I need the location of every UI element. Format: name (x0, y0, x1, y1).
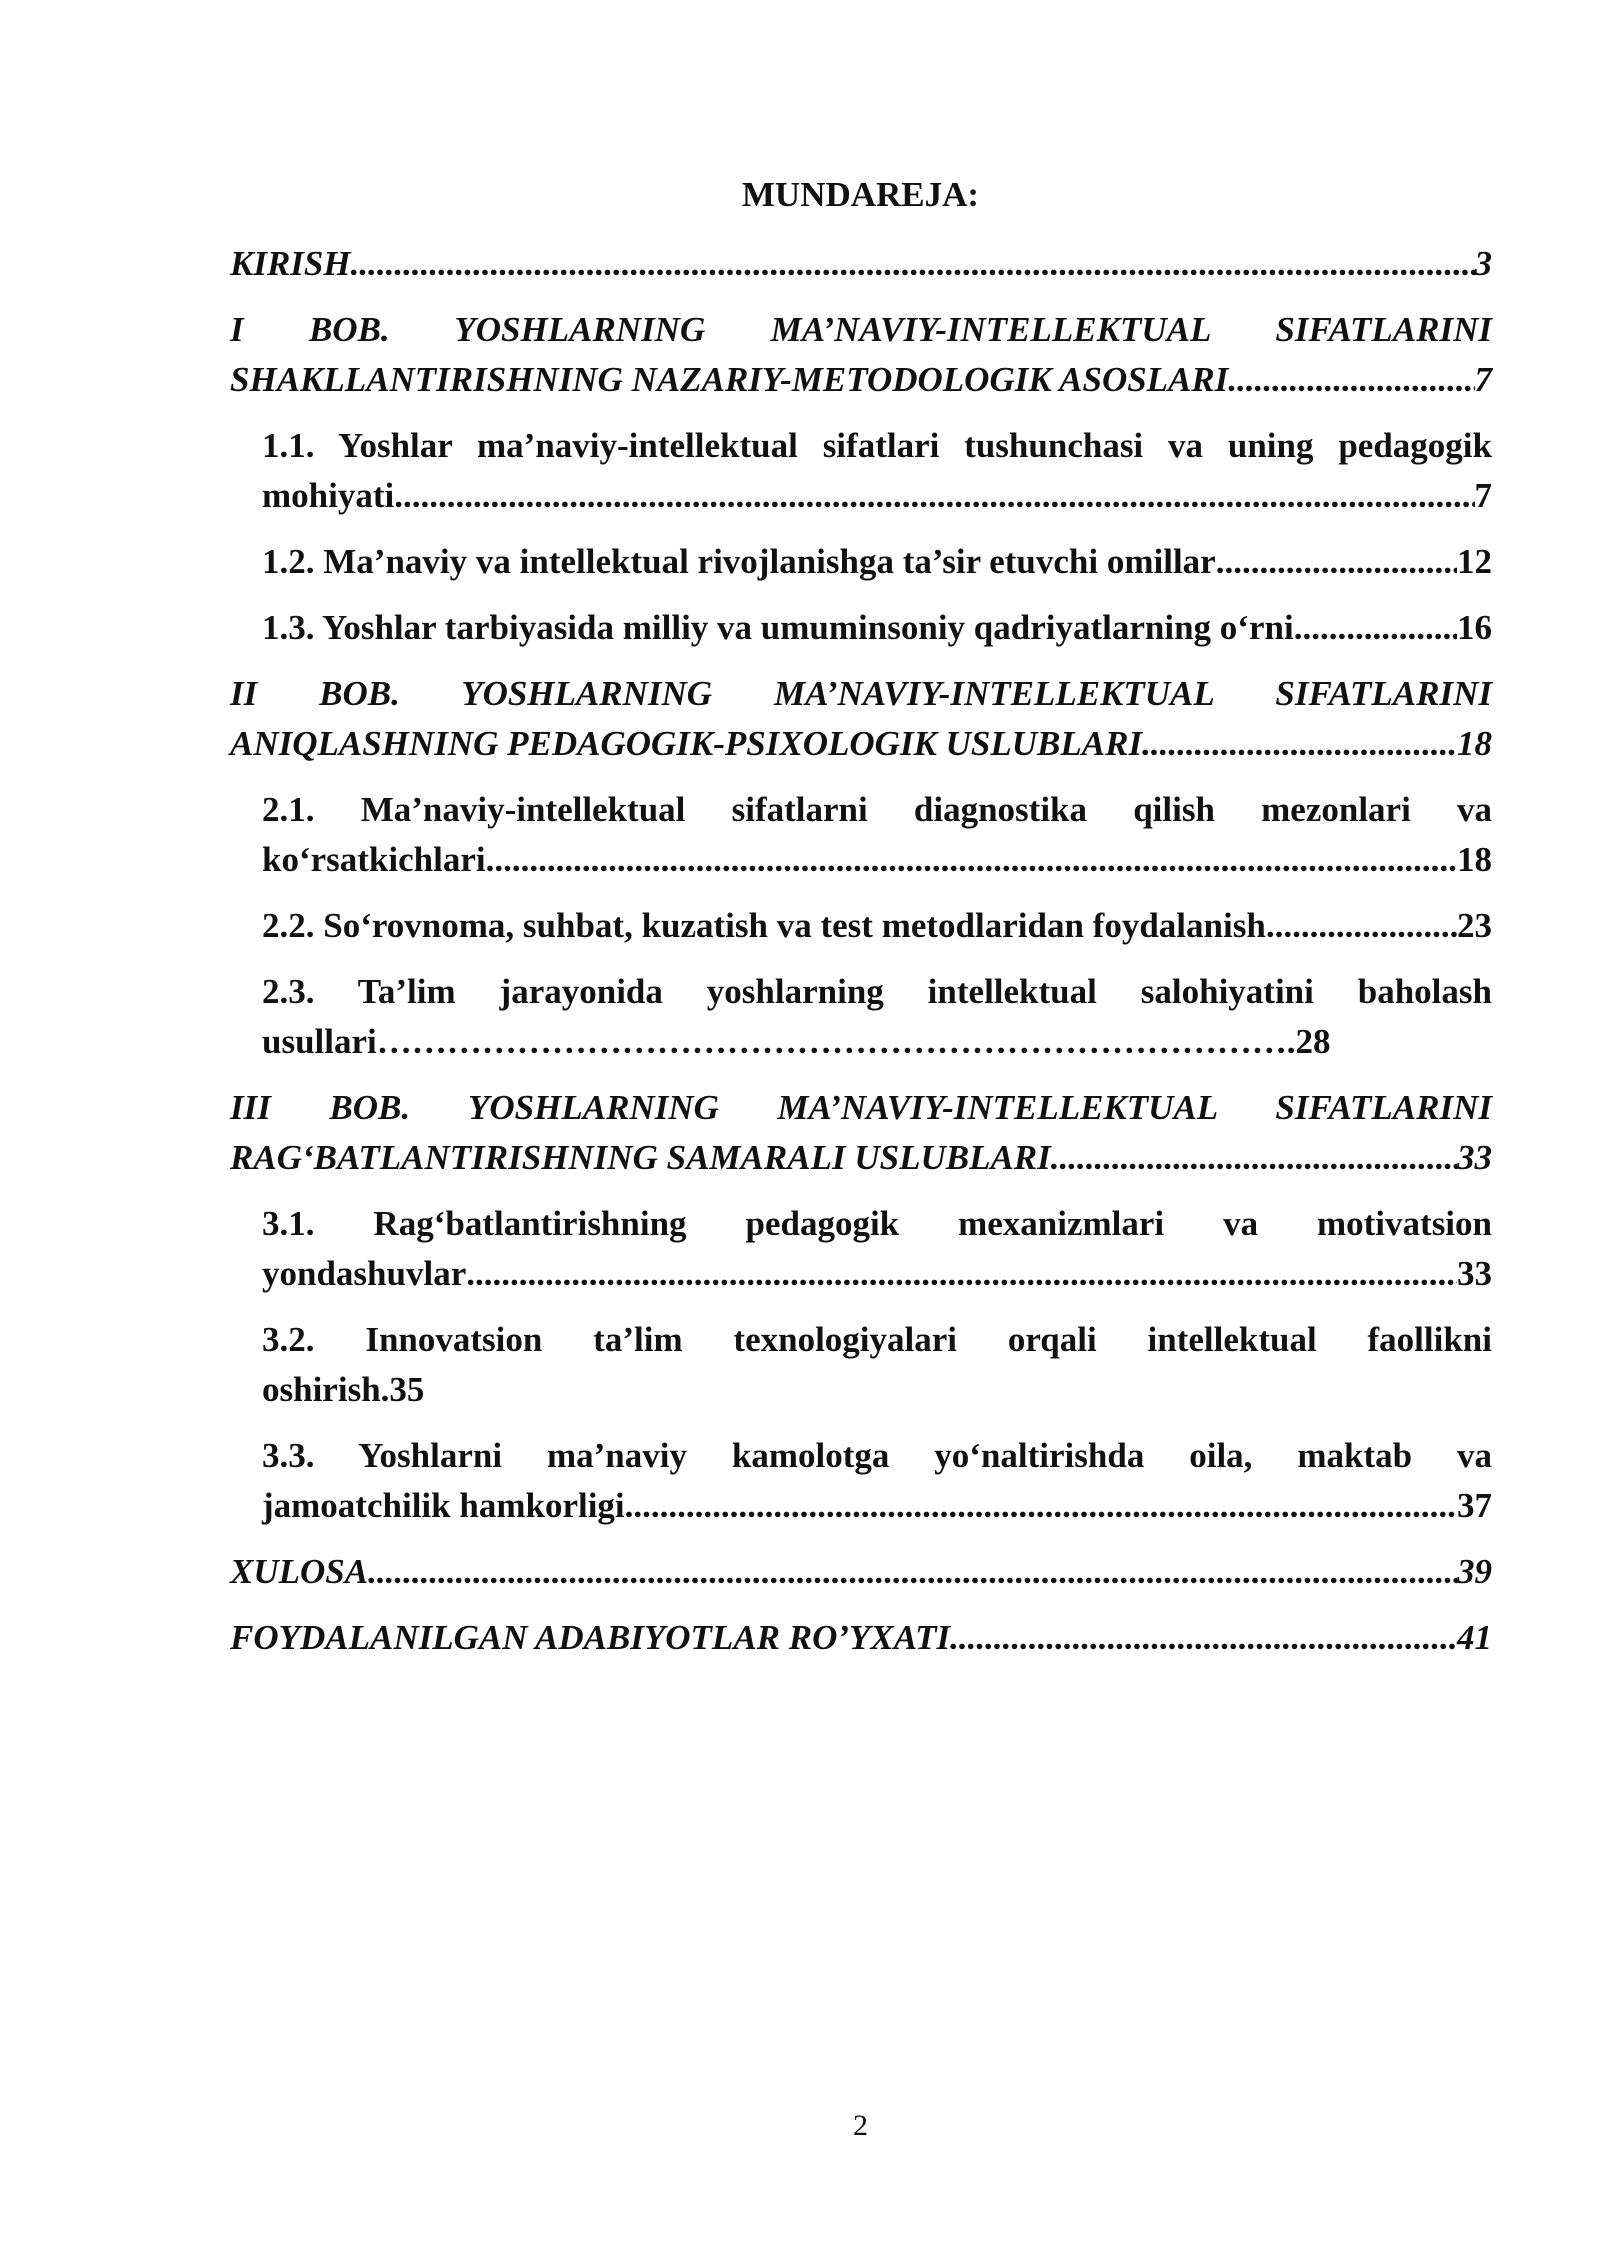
toc-entry-3-3[interactable] (230, 1431, 1492, 1531)
dot-leader (1142, 719, 1457, 769)
dot-leader (1216, 537, 1457, 587)
toc-entry-label: 1.2. Ma’naviy va intellektual rivojlanishga ta’sir etuvchi omillar (262, 542, 1216, 581)
toc-entry-label: 1.1. Yoshlar ma’naviy-intellektual sifatlari tushunchasi va uning pedagogik (262, 426, 1492, 465)
dot-leader (394, 471, 1474, 521)
toc-entry-label-cont: usullari…………………………………………………………………….28 (262, 1022, 1331, 1061)
table-of-contents (230, 239, 1492, 1679)
toc-entry-label: 3.2. Innovatsion ta’lim texnologiyalari orqali intellektual faollikni (262, 1320, 1492, 1359)
toc-entry-2-2[interactable] (230, 901, 1492, 951)
toc-entry-label: KIRISH (230, 244, 351, 283)
toc-entry-label: 2.1. Ma’naviy-intellektual sifatlarni diagnostika qilish mezonlari va (262, 790, 1492, 829)
toc-entry-1-2[interactable] (230, 537, 1492, 587)
toc-entry-label: 2.2. So‘rovnoma, suhbat, kuzatish va test metodlaridan foydalanish (262, 906, 1266, 945)
toc-page-number: 23 (1457, 906, 1492, 945)
toc-page-number: 3 (1474, 244, 1492, 283)
toc-entry-2-3[interactable] (230, 967, 1492, 1067)
toc-page-number: 7 (1474, 476, 1492, 515)
toc-entry-label: II BOB. YOSHLARNING MA’NAVIY-INTELLEKTUAL SIFATLARINI (230, 674, 1492, 713)
toc-entry-1-3[interactable] (230, 603, 1492, 653)
dot-leader (950, 1613, 1457, 1663)
toc-entry-1-1[interactable] (230, 421, 1492, 521)
toc-page-number: 12 (1457, 542, 1492, 581)
toc-page-number: 33 (1457, 1138, 1492, 1177)
toc-entry-references[interactable] (230, 1613, 1492, 1663)
toc-page-number: 39 (1457, 1552, 1492, 1591)
dot-leader (1294, 603, 1457, 653)
dot-leader (368, 1547, 1457, 1597)
toc-page-number: 18 (1457, 840, 1492, 879)
toc-entry-chapter-1[interactable] (230, 305, 1492, 405)
toc-entry-label: 3.1. Rag‘batlantirishning pedagogik mexanizmlari va motivatsion (262, 1204, 1492, 1243)
toc-entry-label: 2.3. Ta’lim jarayonida yoshlarning intellektual salohiyatini baholash (262, 972, 1492, 1011)
toc-entry-label-cont: mohiyati (262, 476, 395, 515)
toc-entry-label-cont: ANIQLASHNING PEDAGOGIK-PSIXOLOGIK USLUBLARI (230, 724, 1143, 763)
toc-entry-xulosa[interactable] (230, 1547, 1492, 1597)
toc-entry-label-cont: SHAKLLANTIRISHNING NAZARIY-METODOLOGIK ASOSLARI (230, 360, 1229, 399)
toc-entry-3-2[interactable] (230, 1315, 1492, 1415)
toc-page-number: 37 (1457, 1486, 1492, 1525)
toc-entry-label: III BOB. YOSHLARNING MA’NAVIY-INTELLEKTUAL SIFATLARINI (230, 1088, 1492, 1127)
toc-entry-label-cont: RAG‘BATLANTIRISHNING SAMARALI USLUBLARI (230, 1138, 1051, 1177)
dot-leader (486, 835, 1457, 885)
toc-entry-label: 3.3. Yoshlarni ma’naviy kamolotga yo‘naltirishda oila, maktab va (262, 1436, 1492, 1475)
toc-page-number: 7 (1474, 360, 1492, 399)
toc-page-number: 16 (1457, 608, 1492, 647)
toc-entry-label-cont: yondashuvlar (262, 1254, 467, 1293)
dot-leader (351, 239, 1475, 289)
toc-entry-label-cont: jamoatchilik hamkorligi (262, 1486, 625, 1525)
toc-entry-chapter-2[interactable] (230, 669, 1492, 769)
dot-leader (466, 1249, 1457, 1299)
page-title: MUNDAREJA: (741, 175, 980, 214)
toc-entry-label-cont: ko‘rsatkichlari (262, 840, 486, 879)
toc-entry-label: FOYDALANILGAN ADABIYOTLAR RO’YXATI (230, 1618, 951, 1657)
toc-entry-kirish[interactable] (230, 239, 1492, 289)
toc-entry-label: I BOB. YOSHLARNING MA’NAVIY-INTELLEKTUAL SIFATLARINI (230, 310, 1492, 349)
dot-leader (1266, 901, 1457, 951)
toc-entry-label: 1.3. Yoshlar tarbiyasida milliy va umuminsoniy qadriyatlarning o‘rni (262, 608, 1294, 647)
toc-entry-3-1[interactable] (230, 1199, 1492, 1299)
page-number-footer: 2 (853, 2109, 868, 2142)
dot-leader (625, 1481, 1457, 1531)
toc-entry-label-cont: oshirish.35 (262, 1370, 425, 1409)
dot-leader (1228, 355, 1474, 405)
toc-entry-chapter-3[interactable] (230, 1083, 1492, 1183)
dot-leader (1051, 1133, 1457, 1183)
toc-entry-2-1[interactable] (230, 785, 1492, 885)
toc-page-number: 33 (1457, 1254, 1492, 1293)
toc-page-number: 41 (1457, 1618, 1492, 1657)
toc-page-number: 18 (1457, 724, 1492, 763)
toc-entry-label: XULOSA (230, 1552, 369, 1591)
